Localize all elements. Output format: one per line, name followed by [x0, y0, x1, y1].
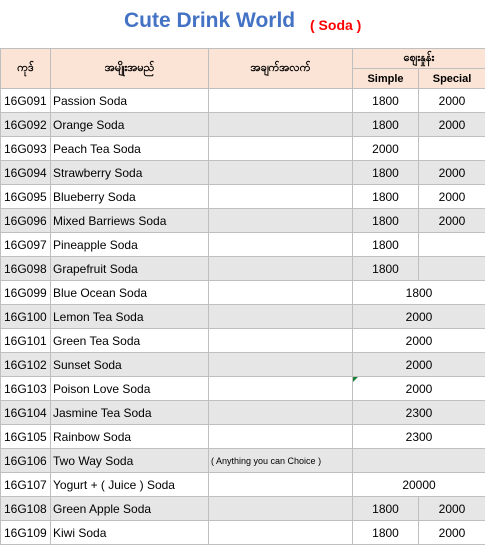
- cell-simple[interactable]: 1800: [353, 497, 419, 521]
- cell-note[interactable]: [209, 257, 353, 281]
- cell-special[interactable]: 2000: [419, 209, 485, 233]
- cell-note[interactable]: [209, 209, 353, 233]
- cell-code[interactable]: 16G095: [1, 185, 51, 209]
- cell-special[interactable]: 2000: [419, 113, 485, 137]
- cell-price[interactable]: 2000: [353, 305, 485, 329]
- cell-price[interactable]: 2000: [353, 353, 485, 377]
- cell-simple[interactable]: 1800: [353, 521, 419, 545]
- table-row: [1, 161, 485, 185]
- header-simple[interactable]: Simple: [353, 69, 419, 89]
- table-row: [1, 521, 485, 545]
- cell-name[interactable]: Pineapple Soda: [51, 233, 209, 257]
- cell-note[interactable]: [209, 353, 353, 377]
- cell-special[interactable]: 2000: [419, 161, 485, 185]
- cell-name[interactable]: Kiwi Soda: [51, 521, 209, 545]
- header-special[interactable]: Special: [419, 69, 485, 89]
- cell-name[interactable]: Strawberry Soda: [51, 161, 209, 185]
- cell-code[interactable]: 16G100: [1, 305, 51, 329]
- cell-note[interactable]: [209, 425, 353, 449]
- cell-special[interactable]: [419, 137, 485, 161]
- cell-simple[interactable]: 1800: [353, 89, 419, 113]
- table-row: [1, 233, 485, 257]
- cell-name[interactable]: Mixed Barriews Soda: [51, 209, 209, 233]
- cell-note[interactable]: [209, 521, 353, 545]
- price-table: [0, 48, 485, 545]
- table-row: [1, 281, 485, 305]
- comment-marker-icon: [353, 377, 358, 382]
- cell-price[interactable]: 2000: [353, 377, 485, 401]
- table-body: [1, 89, 485, 545]
- cell-code[interactable]: 16G105: [1, 425, 51, 449]
- cell-name[interactable]: Green Apple Soda: [51, 497, 209, 521]
- table-row: [1, 329, 485, 353]
- cell-special[interactable]: 2000: [419, 89, 485, 113]
- page-subtitle: ( Soda ): [310, 17, 362, 33]
- header-price[interactable]: ဈေးနှုန်း: [353, 49, 485, 69]
- cell-price[interactable]: 2300: [353, 401, 485, 425]
- cell-name[interactable]: Poison Love Soda: [51, 377, 209, 401]
- table-row: [1, 257, 485, 281]
- table-row: [1, 353, 485, 377]
- cell-simple[interactable]: 2000: [353, 137, 419, 161]
- table-row: [1, 377, 485, 401]
- cell-simple[interactable]: 1800: [353, 257, 419, 281]
- cell-note[interactable]: [209, 305, 353, 329]
- header-note[interactable]: အချက်အလက်: [209, 49, 353, 89]
- cell-name[interactable]: Sunset Soda: [51, 353, 209, 377]
- table-row: [1, 425, 485, 449]
- cell-special[interactable]: 2000: [419, 521, 485, 545]
- table-row: [1, 89, 485, 113]
- cell-code[interactable]: 16G091: [1, 89, 51, 113]
- cell-note[interactable]: [209, 377, 353, 401]
- cell-code[interactable]: 16G101: [1, 329, 51, 353]
- table-row: [1, 497, 485, 521]
- cell-note[interactable]: [209, 185, 353, 209]
- table-row: [1, 185, 485, 209]
- cell-name[interactable]: Rainbow Soda: [51, 425, 209, 449]
- cell-code[interactable]: 16G106: [1, 449, 51, 473]
- cell-price[interactable]: 20000: [353, 473, 485, 497]
- page-title: Cute Drink World: [124, 9, 296, 32]
- cell-code[interactable]: 16G093: [1, 137, 51, 161]
- cell-name[interactable]: Blue Ocean Soda: [51, 281, 209, 305]
- table-row: [1, 137, 485, 161]
- cell-simple[interactable]: 1800: [353, 161, 419, 185]
- cell-note[interactable]: [209, 113, 353, 137]
- cell-name[interactable]: Yogurt + ( Juice ) Soda: [51, 473, 209, 497]
- cell-note[interactable]: [209, 233, 353, 257]
- cell-name[interactable]: Lemon Tea Soda: [51, 305, 209, 329]
- cell-code[interactable]: 16G096: [1, 209, 51, 233]
- cell-simple[interactable]: 1800: [353, 113, 419, 137]
- cell-simple[interactable]: 1800: [353, 185, 419, 209]
- cell-price[interactable]: [353, 449, 485, 473]
- cell-simple[interactable]: 1800: [353, 209, 419, 233]
- cell-name[interactable]: Peach Tea Soda: [51, 137, 209, 161]
- cell-note[interactable]: [209, 329, 353, 353]
- header-name[interactable]: အမျိုးအမည်: [51, 49, 209, 89]
- cell-name[interactable]: Two Way Soda: [51, 449, 209, 473]
- table-row: [1, 449, 485, 473]
- cell-note[interactable]: [209, 89, 353, 113]
- cell-name[interactable]: Green Tea Soda: [51, 329, 209, 353]
- cell-name[interactable]: Grapefruit Soda: [51, 257, 209, 281]
- cell-note[interactable]: [209, 161, 353, 185]
- cell-note[interactable]: [209, 137, 353, 161]
- cell-special[interactable]: 2000: [419, 185, 485, 209]
- cell-special[interactable]: [419, 233, 485, 257]
- cell-code[interactable]: 16G108: [1, 497, 51, 521]
- table-row: [1, 401, 485, 425]
- cell-simple[interactable]: 1800: [353, 233, 419, 257]
- cell-code[interactable]: 16G097: [1, 233, 51, 257]
- table-row: [1, 305, 485, 329]
- table-row: [1, 113, 485, 137]
- cell-price[interactable]: 1800: [353, 281, 485, 305]
- cell-note[interactable]: [209, 401, 353, 425]
- cell-code[interactable]: 16G092: [1, 113, 51, 137]
- cell-price[interactable]: 2000: [353, 329, 485, 353]
- cell-note[interactable]: [209, 281, 353, 305]
- cell-code[interactable]: 16G098: [1, 257, 51, 281]
- cell-name[interactable]: Orange Soda: [51, 113, 209, 137]
- cell-note[interactable]: ( Anything you can Choice ): [209, 449, 353, 473]
- cell-name[interactable]: Passion Soda: [51, 89, 209, 113]
- cell-code[interactable]: 16G099: [1, 281, 51, 305]
- cell-name[interactable]: Blueberry Soda: [51, 185, 209, 209]
- header-code[interactable]: ကုဒ်: [1, 49, 51, 89]
- title-banner: [0, 0, 485, 48]
- table-row: [1, 473, 485, 497]
- cell-special[interactable]: 2000: [419, 497, 485, 521]
- cell-code[interactable]: 16G109: [1, 521, 51, 545]
- table-row: [1, 209, 485, 233]
- cell-note[interactable]: [209, 497, 353, 521]
- cell-special[interactable]: [419, 257, 485, 281]
- cell-code[interactable]: 16G103: [1, 377, 51, 401]
- cell-note[interactable]: [209, 473, 353, 497]
- cell-code[interactable]: 16G102: [1, 353, 51, 377]
- cell-code[interactable]: 16G107: [1, 473, 51, 497]
- cell-code[interactable]: 16G094: [1, 161, 51, 185]
- cell-code[interactable]: 16G104: [1, 401, 51, 425]
- cell-name[interactable]: Jasmine Tea Soda: [51, 401, 209, 425]
- cell-price[interactable]: 2300: [353, 425, 485, 449]
